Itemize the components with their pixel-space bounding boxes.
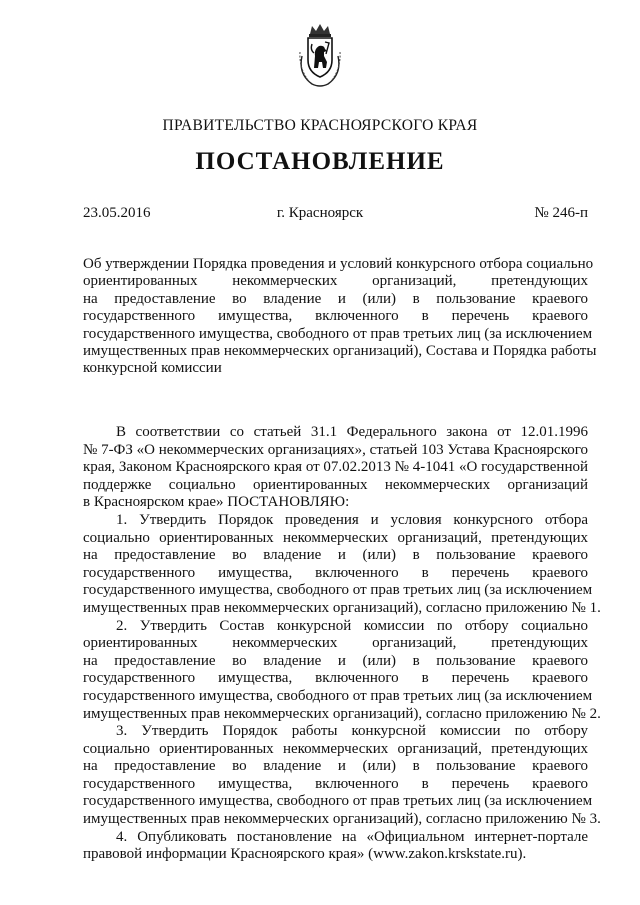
clause-2-line: ориентированных некоммерческих организаций, претендующих (83, 635, 588, 652)
clause-2-line: на предоставление во владение и (или) в пользование краевого (83, 652, 588, 669)
document-date: 23.05.2016 (83, 205, 151, 221)
clause-2-line: 2. Утвердить Состав конкурсной комиссии по отбору социально (116, 617, 588, 634)
clause-3-line: на предоставление во владение и (или) в пользование краевого (83, 758, 588, 775)
clause-2-line: государственного имущества, свободного от прав третьих лиц (за исключением (83, 687, 593, 704)
body-line: № 7-ФЗ «О некоммерческих организациях», статьей 103 Устава Красноярского (83, 441, 588, 458)
document-type-heading: ПОСТАНОВЛЕНИЕ (195, 148, 445, 175)
subject-line: государственного имущества, свободного от прав третьих лиц (за исключением (83, 325, 593, 342)
clause-1-line: социально ориентированных некоммерческих организаций, претендующих (83, 529, 588, 546)
subject-line: Об утверждении Порядка проведения и условий конкурсного отбора социально (83, 256, 594, 272)
body-line: в Красноярском крае» ПОСТАНОВЛЯЮ: (83, 494, 350, 511)
clause-3-line: имущественных прав некоммерческих организаций), согласно приложению № 3. (83, 811, 601, 828)
document-number: № 246-п (534, 205, 588, 221)
krasnoyarsk-coat-of-arms-icon (296, 22, 344, 88)
subject-line: государственного имущества, включенного в перечень краевого (83, 308, 588, 325)
subject-line: ориентированных некоммерческих организаций, претендующих (83, 273, 588, 290)
document-city: г. Красноярск (276, 205, 364, 221)
subject-line: конкурсной комиссии (83, 360, 222, 377)
clause-3-line: государственного имущества, включенного в перечень краевого (83, 775, 588, 792)
clause-4-line: 4. Опубликовать постановление на «Официальном интернет-портале (116, 828, 588, 845)
body-line: В соответствии со статьей 31.1 Федерального закона от 12.01.1996 (116, 424, 588, 440)
clause-2-line: имущественных прав некоммерческих организаций), согласно приложению № 2. (83, 705, 601, 722)
clause-1-line: имущественных прав некоммерческих организаций), согласно приложению № 1. (83, 599, 601, 616)
clause-3-line: социально ориентированных некоммерческих организаций, претендующих (83, 740, 588, 757)
clause-1-line: государственного имущества, включенного в перечень краевого (83, 564, 588, 581)
clause-3-line: 3. Утвердить Порядок работы конкурсной комиссии по отбору (116, 723, 588, 740)
clause-1-line: на предоставление во владение и (или) в пользование краевого (83, 547, 588, 564)
body-line: края, Законом Красноярского края от 07.02.2013 № 4-1041 «О государственной (83, 459, 588, 476)
document-body (83, 424, 601, 864)
clause-4-line: правовой информации Красноярского края» (www.zakon.krskstate.ru). (83, 846, 527, 863)
clause-2-line: государственного имущества, включенного в перечень краевого (83, 670, 588, 687)
clause-3-line: государственного имущества, свободного от прав третьих лиц (за исключением (83, 793, 593, 810)
government-title: ПРАВИТЕЛЬСТВО КРАСНОЯРСКОГО КРАЯ (162, 117, 478, 134)
clause-1-line: государственного имущества, свободного от прав третьих лиц (за исключением (83, 582, 593, 599)
subject-line: имущественных прав некоммерческих организаций), Состава и Порядка работы (83, 343, 597, 360)
clause-1-line: 1. Утвердить Порядок проведения и условия конкурсного отбора (116, 511, 588, 528)
subject-line: на предоставление во владение и (или) в пользование краевого (83, 290, 588, 307)
document-subject (83, 256, 597, 378)
body-line: поддержке социально ориентированных некоммерческих организаций (83, 476, 588, 493)
